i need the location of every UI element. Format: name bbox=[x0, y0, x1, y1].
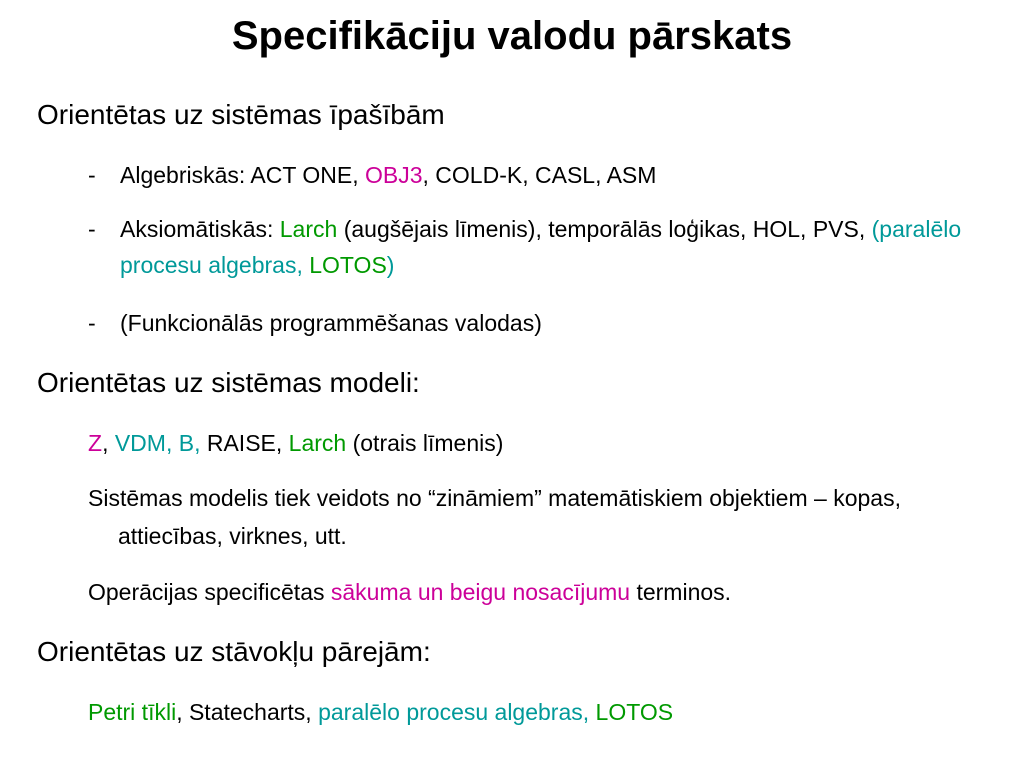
text-segment: Aksiomātiskās: bbox=[120, 216, 280, 242]
text-segment-highlight: Larch bbox=[279, 216, 338, 242]
text-segment: , bbox=[102, 430, 115, 456]
bullet-dash: - bbox=[88, 162, 96, 188]
text-segment: (otrais līmenis) bbox=[346, 430, 504, 456]
slide-title: Specifikāciju valodu pārskats bbox=[231, 14, 793, 58]
bullet-text bbox=[88, 157, 988, 193]
text-segment: RAISE, bbox=[200, 430, 289, 456]
text-segment: (augšējais līmenis), temporālās loģikas, HOL, PVS, bbox=[337, 216, 872, 242]
section-heading-state-transitions: Orientētas uz stāvokļu pārejām: bbox=[37, 636, 431, 667]
text-segment-highlight: Larch bbox=[288, 430, 347, 456]
text-segment: terminos. bbox=[630, 579, 732, 605]
text-segment: , Statecharts, bbox=[176, 699, 319, 725]
paragraph-text bbox=[88, 693, 988, 731]
text-segment: , COLD-K, CASL, ASM bbox=[422, 162, 657, 188]
bullet-text bbox=[88, 305, 988, 341]
paragraph-operations bbox=[88, 573, 988, 611]
bullet-algebraic bbox=[88, 157, 988, 193]
text-segment: Operācijas specificētas bbox=[88, 579, 331, 605]
text-segment-highlight: (paralēlo procesu algebras, bbox=[120, 216, 962, 278]
text-segment-highlight: VDM, B, bbox=[114, 430, 201, 456]
text-segment-highlight: ) bbox=[386, 252, 395, 278]
text-segment: (Funkcionālās programmēšanas valodas) bbox=[120, 310, 542, 336]
paragraph-text bbox=[88, 424, 988, 462]
paragraph-model-description bbox=[88, 479, 988, 555]
text-segment-highlight: LOTOS bbox=[309, 252, 387, 278]
paragraph-state-languages bbox=[88, 693, 988, 731]
text-segment-highlight: Z bbox=[88, 430, 103, 456]
bullet-dash: - bbox=[88, 216, 96, 242]
text-segment-highlight: LOTOS bbox=[595, 699, 674, 725]
text-segment: Algebriskās: ACT ONE, bbox=[120, 162, 365, 188]
paragraph-text bbox=[88, 573, 988, 611]
text-segment-highlight: sākuma un beigu nosacījumu bbox=[330, 579, 631, 605]
bullet-text bbox=[88, 211, 988, 283]
paragraph-model-languages bbox=[88, 424, 988, 462]
bullet-functional bbox=[88, 305, 988, 341]
text-segment-highlight: OBJ3 bbox=[365, 162, 423, 188]
bullet-axiomatic bbox=[88, 211, 988, 283]
section-heading-properties: Orientētas uz sistēmas īpašībām bbox=[37, 99, 445, 130]
paragraph-text: Sistēmas modelis tiek veidots no “zināmiem” matemātiskiem objektiem – kopas, attiecības, virknes, utt. bbox=[88, 485, 901, 549]
section-heading-model: Orientētas uz sistēmas modeli: bbox=[37, 367, 420, 398]
text-segment-highlight: paralēlo procesu algebras, bbox=[318, 699, 596, 725]
bullet-dash: - bbox=[88, 310, 96, 336]
text-segment-highlight: Petri tīkli bbox=[88, 699, 177, 725]
